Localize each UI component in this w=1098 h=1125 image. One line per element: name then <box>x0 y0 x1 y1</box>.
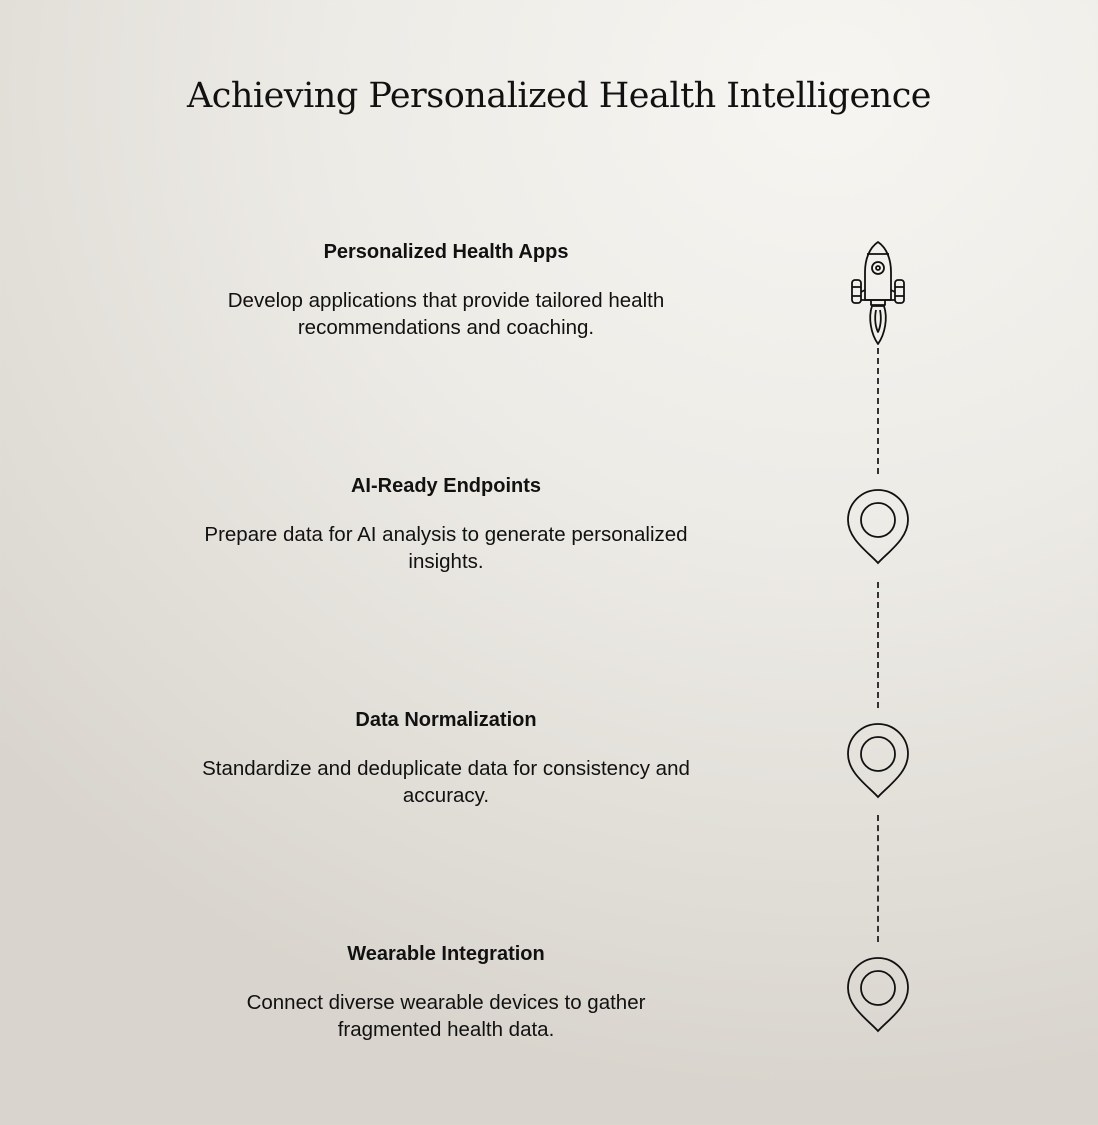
location-pin-icon <box>838 723 918 799</box>
step-description: Connect diverse wearable devices to gather fragmented health data. <box>246 991 646 1041</box>
location-pin-icon <box>838 957 918 1033</box>
step-heading: Personalized Health Apps <box>323 241 569 263</box>
timeline-connector <box>877 348 879 474</box>
rocket-icon <box>838 240 918 346</box>
step-description: Develop applications that provide tailored health recommendations and coaching. <box>227 289 665 339</box>
step-description: Prepare data for AI analysis to generate personalized insights. <box>204 523 688 573</box>
step-description: Standardize and deduplicate data for consistency and accuracy. <box>202 757 690 807</box>
step-personalized-health-apps <box>166 239 726 341</box>
location-pin-icon <box>838 489 918 565</box>
page-title: Achieving Personalized Health Intelligence <box>186 76 932 116</box>
step-heading: AI-Ready Endpoints <box>350 475 541 497</box>
timeline-connector <box>877 582 879 708</box>
step-data-normalization <box>166 707 726 809</box>
step-ai-ready-endpoints <box>166 473 726 575</box>
step-heading: Wearable Integration <box>347 943 545 965</box>
step-wearable-integration <box>166 941 726 1043</box>
timeline-connector <box>877 815 879 942</box>
step-heading: Data Normalization <box>355 709 537 731</box>
